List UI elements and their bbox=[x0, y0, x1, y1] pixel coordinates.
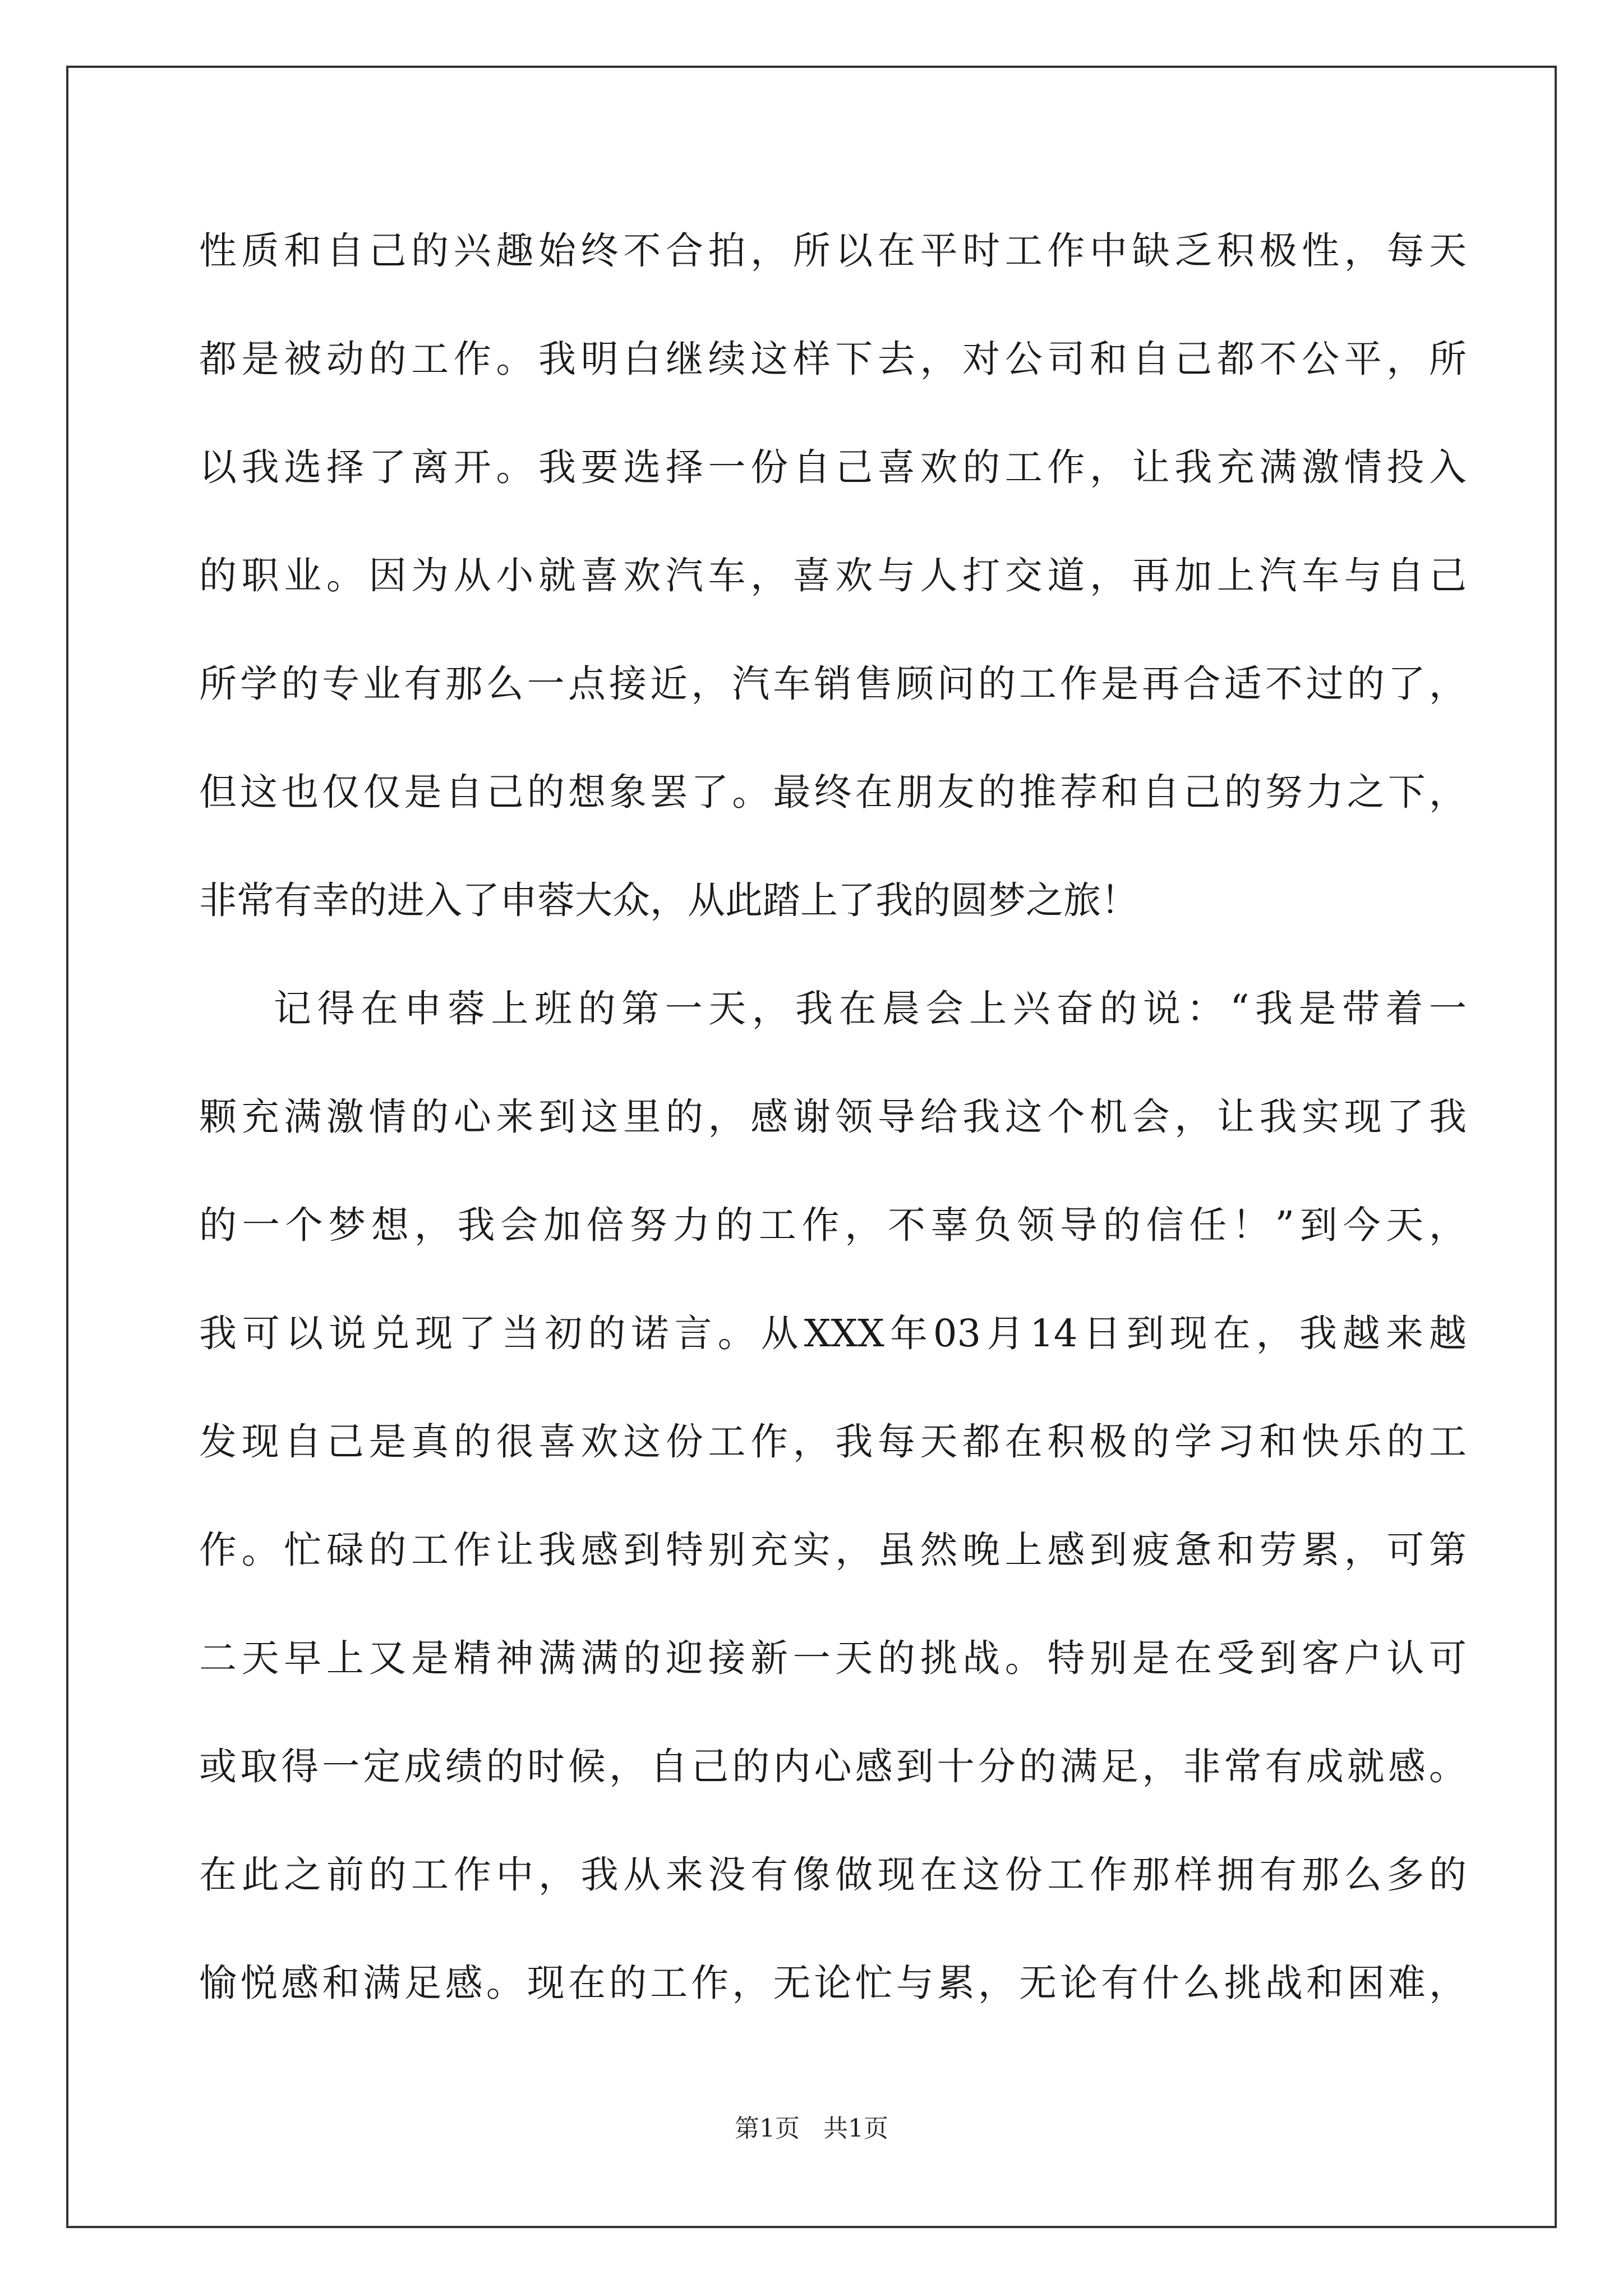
text-line: 的职业。因为从小就喜欢汽车，喜欢与人打交道，再加上汽车与自己 bbox=[199, 554, 1467, 597]
text-line: 愉悦感和满足感。现在的工作，无论忙与累，无论有什么挑战和困难， bbox=[199, 1961, 1467, 2005]
text-line: 二天早上又是精神满满的迎接新一天的挑战。特别是在受到客户认可 bbox=[199, 1636, 1467, 1680]
text-line: 在此之前的工作中，我从来没有像做现在这份工作那样拥有那么多的 bbox=[199, 1853, 1467, 1897]
text-line: 所学的专业有那么一点接近，汽车销售顾问的工作是再合适不过的了， bbox=[199, 662, 1467, 706]
page-footer: 第1页 共1页 bbox=[735, 2114, 888, 2143]
text-line: 发现自己是真的很喜欢这份工作，我每天都在积极的学习和快乐的工 bbox=[199, 1420, 1467, 1464]
text-line: 的一个梦想，我会加倍努力的工作，不辜负领导的信任！”到今天， bbox=[199, 1203, 1467, 1247]
text-line: 以我选择了离开。我要选择一份自己喜欢的工作，让我充满激情投入 bbox=[199, 445, 1467, 489]
text-line: 作。忙碌的工作让我感到特别充实，虽然晚上感到疲惫和劳累，可第 bbox=[199, 1528, 1467, 1572]
text-line: 但这也仅仅是自己的想象罢了。最终在朋友的推荐和自己的努力之下， bbox=[199, 770, 1467, 814]
text-line: 非常有幸的进入了申蓉大众，从此踏上了我的圆梦之旅！ bbox=[199, 878, 1138, 922]
text-line: 都是被动的工作。我明白继续这样下去，对公司和自己都不公平，所 bbox=[199, 337, 1467, 381]
text-line: 我可以说兑现了当初的诺言。从XXX年03月14日到现在，我越来越 bbox=[199, 1312, 1467, 1355]
text-line: 或取得一定成绩的时候，自己的内心感到十分的满足，非常有成就感。 bbox=[199, 1745, 1467, 1788]
text-line: 颗充满激情的心来到这里的，感谢领导给我这个机会，让我实现了我 bbox=[199, 1095, 1467, 1139]
text-line: 记得在申蓉上班的第一天，我在晨会上兴奋的说：“我是带着一 bbox=[274, 987, 1467, 1030]
text-line: 性质和自己的兴趣始终不合拍，所以在平时工作中缺乏积极性，每天 bbox=[199, 229, 1467, 273]
